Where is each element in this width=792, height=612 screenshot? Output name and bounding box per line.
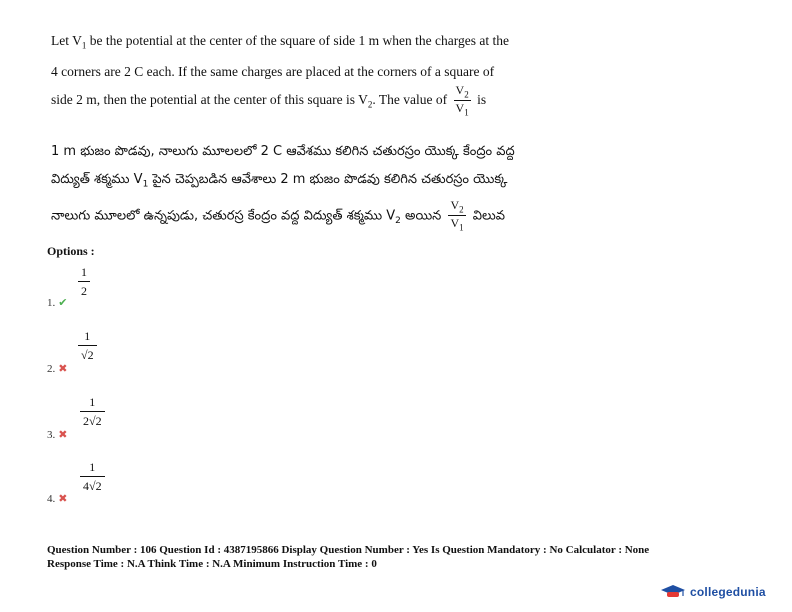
- cross-icon: ✖: [58, 493, 68, 505]
- option-2[interactable]: [47, 362, 67, 375]
- option-1[interactable]: [47, 296, 67, 309]
- option-3-fraction: 1 2√2: [80, 396, 105, 427]
- collegedunia-logo: [660, 583, 766, 601]
- cross-icon: ✖: [58, 429, 68, 441]
- option-number: 2.: [47, 363, 56, 375]
- graduation-cap-icon: [660, 583, 686, 601]
- logo-text: collegedunia: [690, 585, 766, 599]
- option-number: 3.: [47, 429, 56, 441]
- option-4-fraction: 1 4√2: [80, 461, 105, 492]
- option-number: 4.: [47, 493, 56, 505]
- option-1-fraction: 1 2: [78, 266, 90, 297]
- ratio-fraction: $\frac{V_2}{V_1}$: [455, 82, 469, 118]
- ratio-fraction-telugu: $\frac{V_2}{V_1}$: [450, 197, 464, 233]
- question-line-3: side 2 m, then the potential at the center of this square is $V_2$. The value of $\frac{V_2}{V_1}$ is: [51, 82, 487, 118]
- question-telugu: [51, 138, 581, 235]
- check-icon: ✔: [58, 297, 68, 309]
- question-line-1: Let $V_1$ be the potential at the center of the square of side 1 m when the charges at the: [51, 33, 509, 51]
- question-english: [51, 28, 581, 117]
- question-metadata: [47, 543, 649, 571]
- telugu-line-3: నాలుగు మూలలో ఉన్నపుడు, చతురస్ర కేంద్రం వద్ద విద్యుత్ శక్మము $V_2$ అయిన $\frac{V_2}{V_1}$ విలువ: [51, 197, 505, 233]
- option-4[interactable]: [47, 492, 67, 505]
- options-title: Options :: [47, 244, 95, 258]
- telugu-line-2: విద్యుత్ శక్మము $V_1$ పైన చెప్పబడిన ఆవేశాలు 2 m భుజం పొడవు కలిగిన చతురస్రం యొక్క: [51, 172, 508, 190]
- metadata-line-1: Question Number : 106 Question Id : 4387195866 Display Question Number : Yes Is Question Mandatory : No Calculator : None: [47, 544, 650, 556]
- option-2-fraction: 1 √2: [78, 330, 97, 361]
- metadata-line-2: Response Time : N.A Think Time : N.A Minimum Instruction Time : 0: [47, 558, 377, 570]
- cross-icon: ✖: [58, 363, 68, 375]
- question-line-2: 4 corners are 2 C each. If the same charges are placed at the corners of a square of: [51, 63, 495, 79]
- option-number: 1.: [47, 297, 56, 309]
- option-3[interactable]: [47, 428, 67, 441]
- telugu-line-1: 1 m భుజం పొడవు, నాలుగు మూలలలో 2 C ఆవేశము కలిగిన చతురస్రం యొక్క కేంద్రం వద్ద: [51, 144, 515, 159]
